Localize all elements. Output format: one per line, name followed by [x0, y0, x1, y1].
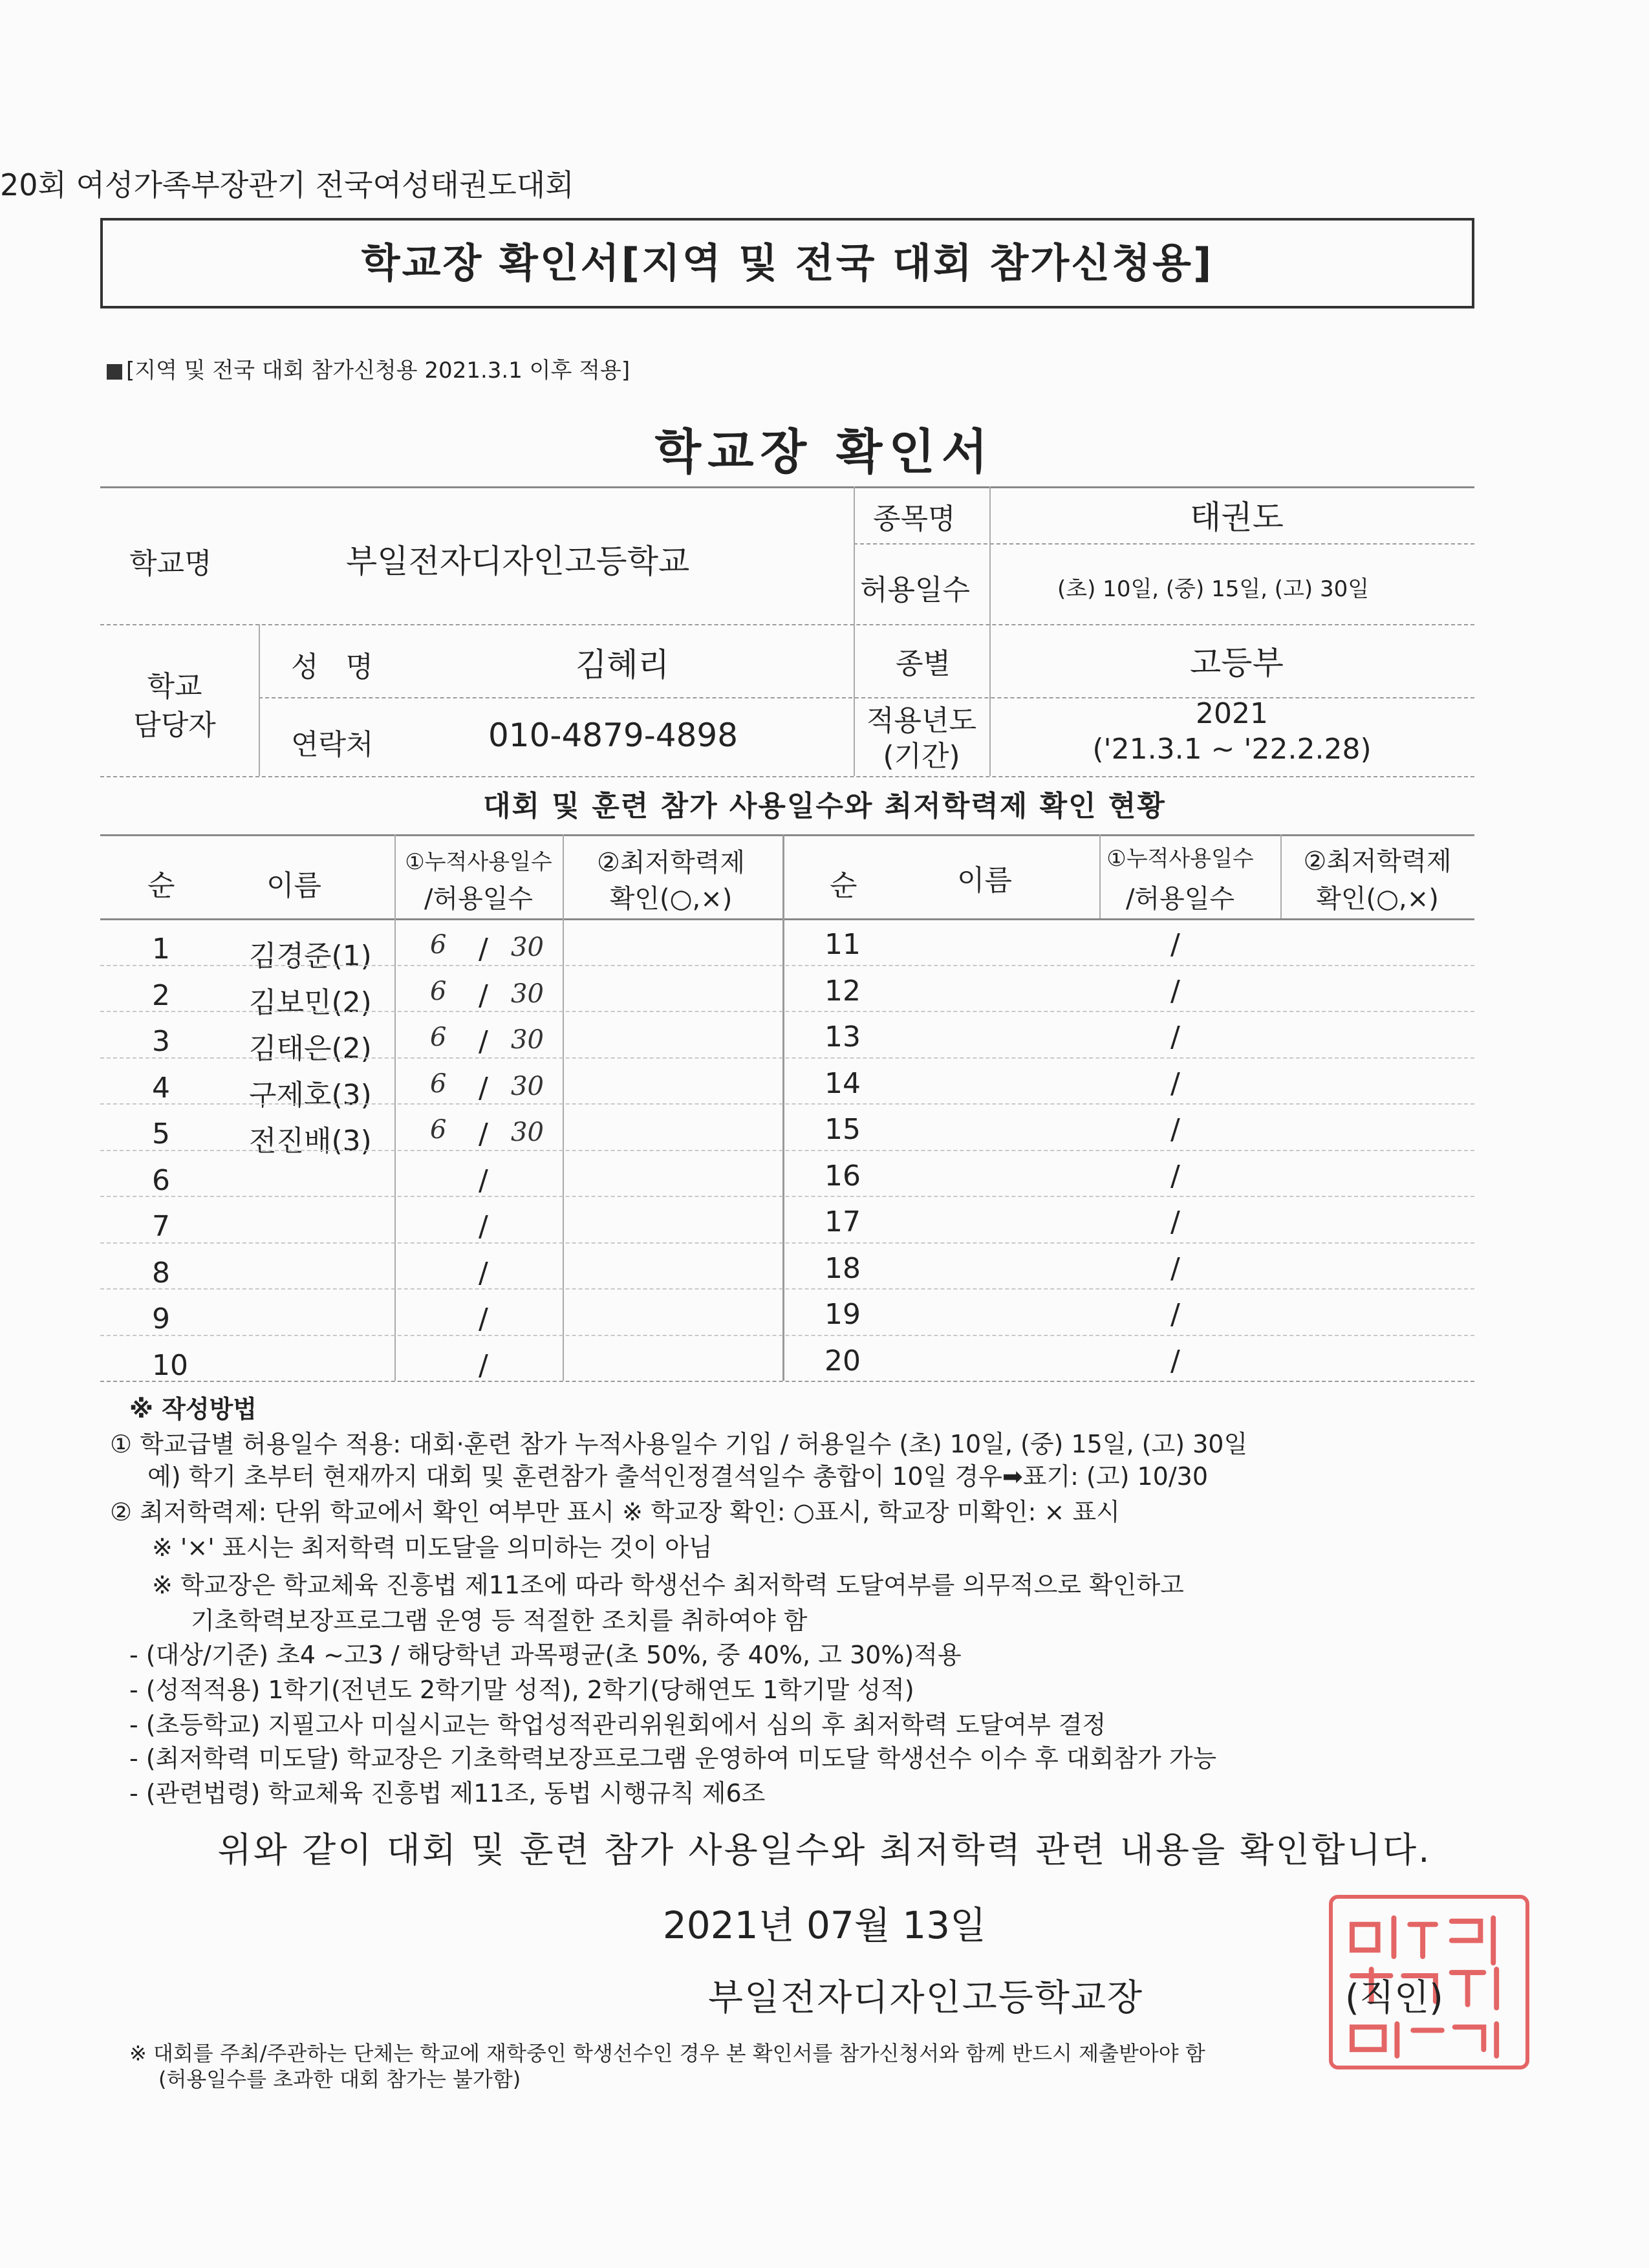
method-line: 예) 학기 초부터 현재까지 대회 및 훈련참가 출석인정결석일수 총합이 10일 경우➡표기: (고) 10/30	[147, 1462, 1209, 1491]
row-number: 18	[824, 1251, 861, 1285]
footer-subnote: (허용일수를 초과한 대회 참가는 불가함)	[158, 2067, 521, 2091]
issue-date: 2021년 07월 13일	[662, 1903, 987, 1947]
col-min-right-1: ②최저학력제	[1303, 847, 1452, 876]
row-number: 8	[152, 1256, 170, 1290]
row-slash: /	[479, 1210, 488, 1243]
row-number: 19	[824, 1298, 861, 1331]
method-line: ※ 학교장은 학교체육 진흥법 제11조에 따라 학생선수 최저학력 도달여부를 의무적으로 확인하고	[152, 1571, 1184, 1599]
method-title: ※ 작성방법	[129, 1395, 257, 1423]
row-slash: /	[479, 1025, 488, 1058]
allowed-label: 허용일수	[860, 574, 971, 607]
year-label-1: 적용년도	[866, 704, 976, 737]
row-slash: /	[1170, 1113, 1180, 1146]
row-allowed-days: 30	[511, 1025, 544, 1055]
col-min-left-2: 확인(○,×)	[609, 884, 733, 914]
allowed-value: (초) 10일, (중) 15일, (고) 30일	[1057, 576, 1370, 602]
contact-label: 연락처	[291, 728, 374, 761]
year-value-2: ('21.3.1 ~ '22.2.28)	[1092, 733, 1372, 766]
manager-label-2: 담당자	[133, 709, 216, 742]
row-slash: /	[1170, 1066, 1180, 1100]
row-slash: /	[1170, 1298, 1180, 1331]
school-value: 부일전자디자인고등학교	[346, 543, 690, 580]
row-number: 3	[152, 1025, 170, 1058]
row-slash: /	[1170, 1205, 1180, 1238]
footer-note: ※ 대회를 주최/주관하는 단체는 학교에 재학중인 학생선수인 경우 본 확인서를 참가신청서와 함께 반드시 제출받아야 함	[129, 2041, 1205, 2066]
col-min-right-2: 확인(○,×)	[1316, 884, 1439, 914]
document-box-title: 학교장 확인서[지역 및 전국 대회 참가신청용]	[100, 218, 1474, 308]
name-value: 김혜리	[576, 646, 669, 684]
col-min-left-1: ②최저학력제	[596, 848, 746, 878]
row-number: 10	[152, 1348, 188, 1382]
row-slash: /	[1170, 1021, 1180, 1053]
row-slash: /	[479, 1118, 488, 1150]
event-title: 20회 여성가족부장관기 전국여성태권도대회	[0, 167, 574, 202]
row-slash: /	[1170, 1159, 1180, 1193]
notice-text: [지역 및 전국 대회 참가신청용 2021.3.1 이후 적용]	[126, 358, 630, 383]
row-allowed-days: 30	[511, 1118, 544, 1147]
method-line: ② 최저학력제: 단위 학교에서 확인 여부만 표시 ※ 학교장 확인: ○표시, 학교장 미확인: × 표시	[110, 1498, 1120, 1526]
category-value: 고등부	[1190, 644, 1284, 682]
principal-name: 부일전자디자인고등학교장	[708, 1977, 1144, 2019]
method-line: - (성적적용) 1학기(전년도 2학기말 성적), 2학기(당해연도 1학기말 성적)	[129, 1676, 914, 1704]
sport-label: 종목명	[873, 502, 956, 535]
row-used-days: 6	[430, 1115, 447, 1145]
contact-value: 010-4879-4898	[488, 717, 738, 754]
method-line: 기초학력보장프로그램 운영 등 적절한 조치를 취하여야 함	[191, 1606, 808, 1635]
row-number: 16	[824, 1159, 861, 1193]
row-number: 6	[152, 1163, 170, 1197]
row-number: 1	[152, 933, 170, 966]
method-line: - (초등학교) 지필고사 미실시교는 학업성적관리위원회에서 심의 후 최저학력 도달여부 결정	[129, 1711, 1106, 1739]
row-number: 12	[824, 974, 861, 1008]
sport-value: 태권도	[1190, 499, 1284, 536]
category-label: 종별	[896, 647, 951, 680]
method-line: ① 학교급별 허용일수 적용: 대회·훈련 참가 누적사용일수 기입 / 허용일수 (초) 10일, (중) 15일, (고) 30일	[110, 1430, 1248, 1458]
method-line: - (관련법령) 학교체육 진흥법 제11조, 동법 시행규칙 제6조	[129, 1779, 766, 1808]
row-used-days: 6	[430, 930, 447, 960]
col-days-left-1: ①누적사용일수	[405, 849, 552, 875]
row-name: 김태은(2)	[249, 1032, 372, 1065]
row-allowed-days: 30	[511, 1071, 544, 1101]
col-no-left: 순	[147, 869, 175, 902]
row-allowed-days: 30	[511, 933, 544, 962]
seal-word: (직인)	[1345, 1977, 1443, 2019]
method-line: - (대상/기준) 초4 ~고3 / 해당학년 과목평균(초 50%, 중 40%, 고 30%)적용	[129, 1641, 962, 1669]
row-slash: /	[1170, 928, 1180, 961]
name-label: 성 명	[291, 651, 373, 684]
row-number: 9	[152, 1302, 170, 1335]
row-slash: /	[479, 1348, 488, 1382]
row-slash: /	[479, 933, 488, 966]
row-number: 20	[824, 1344, 861, 1377]
row-slash: /	[479, 978, 488, 1012]
row-name: 김경준(1)	[249, 940, 372, 973]
year-label-2: (기간)	[883, 740, 960, 773]
square-bullet-icon	[107, 364, 122, 380]
row-slash: /	[1170, 974, 1180, 1008]
row-allowed-days: 30	[511, 978, 544, 1009]
row-slash: /	[479, 1302, 488, 1335]
row-name: 김보민(2)	[249, 986, 372, 1019]
row-number: 14	[824, 1066, 861, 1100]
notice-line	[107, 352, 630, 384]
col-days-right-2: /허용일수	[1125, 884, 1235, 914]
col-name-right: 이름	[957, 864, 1013, 897]
method-line: - (최저학력 미도달) 학교장은 기초학력보장프로그램 운영하여 미도달 학생선수 이수 후 대회참가 가능	[129, 1744, 1217, 1773]
row-number: 5	[152, 1118, 170, 1150]
method-line: ※ '×' 표시는 최저학력 미도달을 의미하는 것이 아님	[152, 1533, 713, 1562]
row-used-days: 6	[430, 976, 447, 1006]
col-days-right-1: ①누적사용일수	[1106, 846, 1254, 872]
row-used-days: 6	[430, 1068, 447, 1099]
main-title: 학교장 확인서	[654, 424, 995, 480]
row-number: 13	[824, 1021, 861, 1053]
school-label: 학교명	[129, 547, 212, 580]
row-number: 2	[152, 978, 170, 1012]
row-slash: /	[479, 1071, 488, 1105]
row-number: 7	[152, 1210, 170, 1243]
row-used-days: 6	[430, 1022, 447, 1052]
row-number: 17	[824, 1205, 861, 1238]
col-no-right: 순	[830, 869, 857, 902]
status-section-title: 대회 및 훈련 참가 사용일수와 최저학력제 확인 현황	[483, 790, 1166, 823]
row-name: 구제호(3)	[249, 1078, 372, 1112]
row-number: 11	[824, 928, 861, 961]
row-slash: /	[479, 1163, 488, 1197]
row-slash: /	[1170, 1344, 1180, 1377]
row-number: 15	[824, 1113, 861, 1146]
row-name: 전진배(3)	[249, 1125, 372, 1158]
row-number: 4	[152, 1071, 170, 1105]
confirmation-statement: 위와 같이 대회 및 훈련 참가 사용일수와 최저학력 관련 내용을 확인합니다.	[217, 1830, 1432, 1870]
col-name-left: 이름	[266, 869, 322, 902]
manager-label-1: 학교	[147, 670, 202, 703]
col-days-left-2: /허용일수	[424, 884, 534, 914]
row-slash: /	[1170, 1251, 1180, 1285]
year-value-1: 2021	[1196, 697, 1268, 730]
row-slash: /	[479, 1256, 488, 1290]
